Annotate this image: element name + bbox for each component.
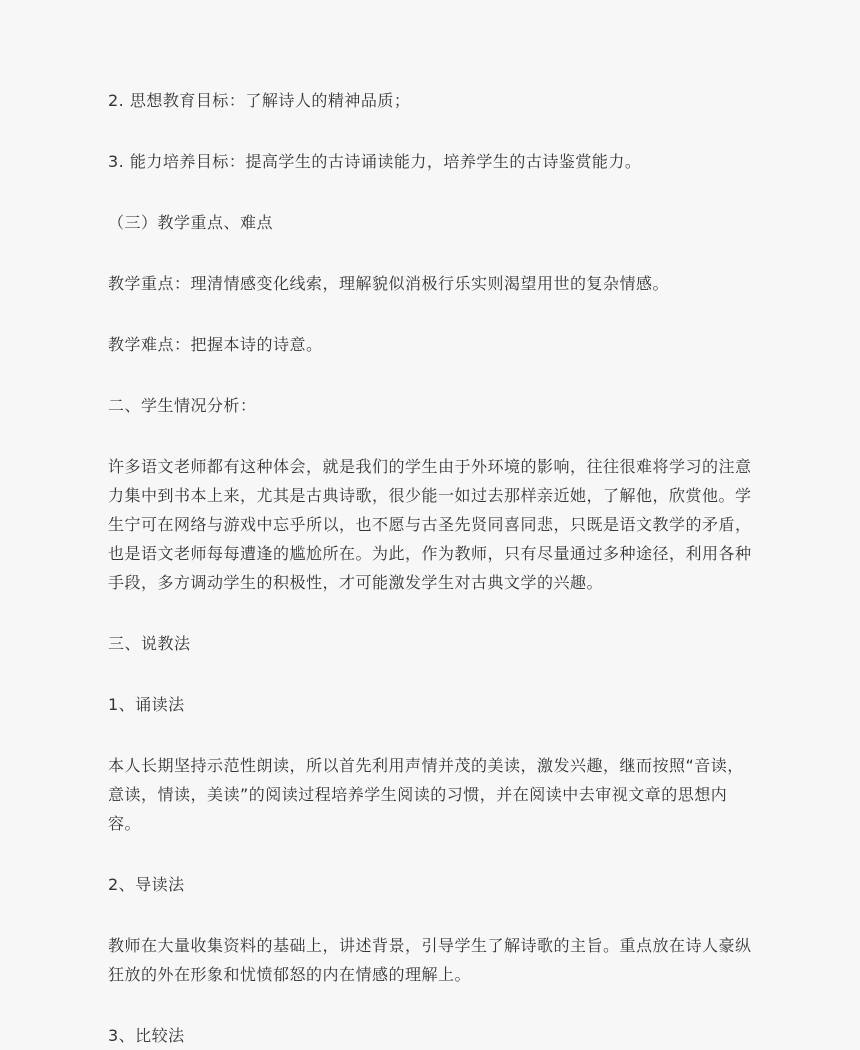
student-analysis-line-4: 也是语文老师每每遭逢的尴尬所在。为此，作为教师，只有尽量通过多种途径，利用各种: [108, 544, 752, 563]
key-point-line: 教学重点：理清情感变化线索，理解貌似消极行乐实则渴望用世的复杂情感。: [108, 274, 670, 293]
student-analysis-line-3: 生宁可在网络与游戏中忘乎所以，也不愿与古圣先贤同喜同悲，只既是语文教学的矛盾，: [108, 515, 752, 534]
method-1-paragraph: [108, 751, 752, 838]
student-analysis-line-1: 许多语文老师都有这种体会，就是我们的学生由于外环境的影响，往往很难将学习的注意: [108, 457, 752, 476]
method-1-heading: 1、诵读法: [108, 695, 185, 714]
method-1-line-1: 本人长期坚持示范性朗读，所以首先利用声情并茂的美读，激发兴趣，继而按照“音读，: [108, 756, 744, 775]
student-analysis-line-5: 手段，多方调动学生的积极性，才可能激发学生对古典文学的兴趣。: [108, 573, 604, 592]
method-2-paragraph: [108, 931, 752, 989]
goal-2-line: 2. 思想教育目标：了解诗人的精神品质；: [108, 91, 411, 110]
goal-3-line: 3. 能力培养目标：提高学生的古诗诵读能力，培养学生的古诗鉴赏能力。: [108, 152, 642, 171]
method-3-heading: 3、比较法: [108, 1026, 185, 1045]
methods-heading: 三、说教法: [108, 634, 191, 653]
key-points-heading: （三）教学重点、难点: [108, 213, 274, 232]
method-2-line-2: 狂放的外在形象和忧愤郁怒的内在情感的理解上。: [108, 965, 472, 984]
method-2-line-1: 教师在大量收集资料的基础上，讲述背景，引导学生了解诗歌的主旨。重点放在诗人豪纵: [108, 936, 752, 955]
difficult-point-line: 教学难点：把握本诗的诗意。: [108, 335, 323, 354]
student-analysis-heading: 二、学生情况分析：: [108, 396, 257, 415]
method-2-heading: 2、导读法: [108, 875, 185, 894]
student-analysis-paragraph: [108, 452, 752, 597]
method-1-line-2: 意读，情读，美读”的阅读过程培养学生阅读的习惯，并在阅读中去审视文章的思想内容。: [108, 785, 728, 833]
student-analysis-line-2: 力集中到书本上来，尤其是古典诗歌，很少能一如过去那样亲近她，了解他，欣赏他。学: [108, 486, 752, 505]
